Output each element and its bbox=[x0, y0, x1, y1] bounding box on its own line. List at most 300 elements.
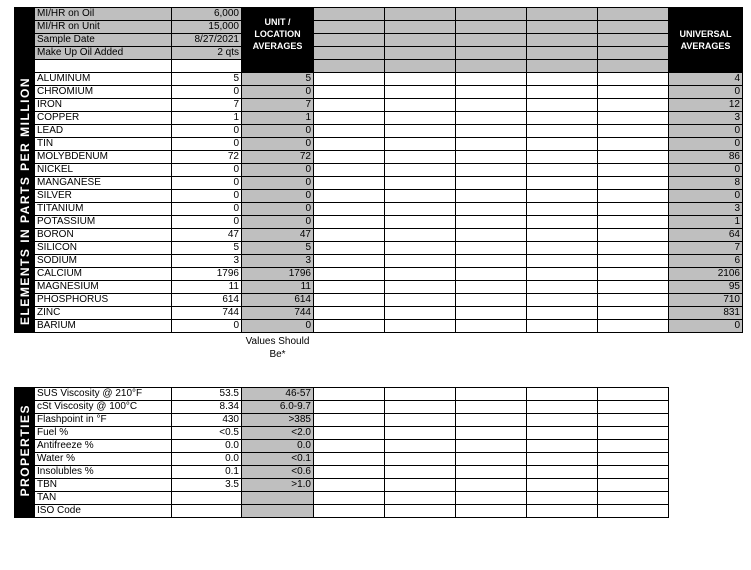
empty-cell bbox=[314, 47, 385, 60]
empty-cell bbox=[456, 203, 527, 216]
empty-cell bbox=[456, 86, 527, 99]
property-should-be: <0.1 bbox=[242, 453, 314, 466]
element-name: MANGANESE bbox=[35, 177, 172, 190]
empty-cell bbox=[314, 320, 385, 333]
property-should-be bbox=[242, 492, 314, 505]
empty-cell bbox=[598, 164, 669, 177]
empty-cell bbox=[385, 151, 456, 164]
empty-cell bbox=[314, 440, 385, 453]
element-value: 47 bbox=[172, 229, 242, 242]
element-name: ALUMINUM bbox=[35, 73, 172, 86]
empty-cell bbox=[598, 281, 669, 294]
element-name: SILVER bbox=[35, 190, 172, 203]
empty-cell bbox=[456, 294, 527, 307]
element-universal-average: 1 bbox=[669, 216, 743, 229]
empty-cell bbox=[527, 414, 598, 427]
empty-cell bbox=[385, 73, 456, 86]
empty-cell bbox=[527, 401, 598, 414]
empty-cell bbox=[314, 73, 385, 86]
property-row bbox=[15, 401, 669, 414]
element-unit-average: 7 bbox=[242, 99, 314, 112]
empty-cell bbox=[598, 388, 669, 401]
empty-cell bbox=[456, 229, 527, 242]
property-row bbox=[15, 427, 669, 440]
empty-cell bbox=[527, 229, 598, 242]
property-row bbox=[15, 414, 669, 427]
empty-cell bbox=[385, 34, 456, 47]
property-value: <0.5 bbox=[172, 427, 242, 440]
empty-cell bbox=[527, 203, 598, 216]
empty-cell bbox=[385, 229, 456, 242]
empty-cell bbox=[598, 21, 669, 34]
property-name: Antifreeze % bbox=[35, 440, 172, 453]
element-name: MOLYBDENUM bbox=[35, 151, 172, 164]
empty-cell bbox=[598, 466, 669, 479]
empty-cell bbox=[527, 294, 598, 307]
element-unit-average: 72 bbox=[242, 151, 314, 164]
empty-cell bbox=[456, 268, 527, 281]
blank-cell bbox=[456, 333, 527, 363]
element-unit-average: 0 bbox=[242, 86, 314, 99]
empty-cell bbox=[456, 73, 527, 86]
empty-cell bbox=[598, 125, 669, 138]
element-unit-average: 614 bbox=[242, 294, 314, 307]
meta-label: MI/HR on Oil bbox=[35, 8, 172, 21]
property-name: Flashpoint in °F bbox=[35, 414, 172, 427]
element-name: TIN bbox=[35, 138, 172, 151]
empty-cell bbox=[456, 151, 527, 164]
element-value: 0 bbox=[172, 138, 242, 151]
empty-cell bbox=[314, 453, 385, 466]
meta-value: 8/27/2021 bbox=[172, 34, 242, 47]
empty-cell bbox=[527, 307, 598, 320]
element-universal-average: 0 bbox=[669, 190, 743, 203]
empty-cell bbox=[385, 86, 456, 99]
element-name: CALCIUM bbox=[35, 268, 172, 281]
properties-side-label: PROPERTIES bbox=[17, 404, 32, 497]
element-value: 5 bbox=[172, 242, 242, 255]
element-name: PHOSPHORUS bbox=[35, 294, 172, 307]
blank-cell bbox=[35, 333, 172, 363]
element-value: 5 bbox=[172, 73, 242, 86]
empty-cell bbox=[385, 125, 456, 138]
empty-cell bbox=[456, 138, 527, 151]
element-row bbox=[15, 138, 743, 151]
empty-cell bbox=[527, 164, 598, 177]
empty-cell bbox=[385, 505, 456, 518]
empty-cell bbox=[314, 8, 385, 21]
element-universal-average: 6 bbox=[669, 255, 743, 268]
empty-cell bbox=[456, 216, 527, 229]
empty-cell bbox=[456, 60, 527, 73]
property-row bbox=[15, 440, 669, 453]
empty-cell bbox=[456, 427, 527, 440]
empty-cell bbox=[314, 505, 385, 518]
empty-cell bbox=[385, 414, 456, 427]
blank-cell bbox=[527, 333, 598, 363]
element-name: IRON bbox=[35, 99, 172, 112]
empty-cell bbox=[314, 125, 385, 138]
empty-cell bbox=[385, 216, 456, 229]
empty-cell bbox=[456, 492, 527, 505]
element-universal-average: 0 bbox=[669, 320, 743, 333]
element-row bbox=[15, 177, 743, 190]
empty-cell bbox=[527, 466, 598, 479]
element-row bbox=[15, 164, 743, 177]
blank-cell bbox=[598, 333, 669, 363]
element-universal-average: 86 bbox=[669, 151, 743, 164]
element-unit-average: 0 bbox=[242, 216, 314, 229]
empty-cell bbox=[314, 203, 385, 216]
elements-side-label-cell bbox=[15, 73, 35, 333]
meta-row bbox=[15, 8, 743, 21]
empty-cell bbox=[527, 73, 598, 86]
element-unit-average: 47 bbox=[242, 229, 314, 242]
empty-cell bbox=[314, 138, 385, 151]
empty-cell bbox=[385, 401, 456, 414]
empty-cell bbox=[385, 255, 456, 268]
empty-cell bbox=[314, 294, 385, 307]
property-should-be bbox=[242, 505, 314, 518]
empty-cell bbox=[598, 8, 669, 21]
empty-cell bbox=[598, 47, 669, 60]
element-name: LEAD bbox=[35, 125, 172, 138]
property-should-be: 46-57 bbox=[242, 388, 314, 401]
empty-cell bbox=[385, 8, 456, 21]
element-value: 0 bbox=[172, 177, 242, 190]
empty-cell bbox=[598, 307, 669, 320]
empty-cell bbox=[527, 60, 598, 73]
element-value: 614 bbox=[172, 294, 242, 307]
empty-cell bbox=[456, 440, 527, 453]
empty-cell bbox=[456, 307, 527, 320]
meta-row bbox=[15, 34, 743, 47]
empty-cell bbox=[385, 440, 456, 453]
element-name: TITANIUM bbox=[35, 203, 172, 216]
blank-cell bbox=[385, 333, 456, 363]
element-row bbox=[15, 242, 743, 255]
empty-cell bbox=[314, 466, 385, 479]
property-should-be: <0.6 bbox=[242, 466, 314, 479]
empty-cell bbox=[385, 479, 456, 492]
element-row bbox=[15, 281, 743, 294]
empty-cell bbox=[527, 242, 598, 255]
property-row bbox=[15, 453, 669, 466]
empty-cell bbox=[385, 21, 456, 34]
blank-cell bbox=[15, 333, 35, 363]
empty-cell bbox=[385, 164, 456, 177]
empty-cell bbox=[527, 255, 598, 268]
element-row bbox=[15, 125, 743, 138]
element-value: 0 bbox=[172, 190, 242, 203]
property-value: 0.0 bbox=[172, 453, 242, 466]
meta-row bbox=[15, 21, 743, 34]
empty-cell bbox=[527, 8, 598, 21]
element-row bbox=[15, 99, 743, 112]
empty-cell bbox=[598, 190, 669, 203]
empty-cell bbox=[456, 8, 527, 21]
element-unit-average: 5 bbox=[242, 73, 314, 86]
element-row bbox=[15, 190, 743, 203]
empty-cell bbox=[456, 177, 527, 190]
values-should-be-row bbox=[15, 333, 743, 363]
empty-cell bbox=[598, 60, 669, 73]
empty-cell bbox=[314, 34, 385, 47]
unit-location-averages-header bbox=[242, 8, 314, 60]
empty-cell bbox=[314, 99, 385, 112]
empty-cell bbox=[314, 151, 385, 164]
empty-cell bbox=[314, 21, 385, 34]
element-unit-average: 11 bbox=[242, 281, 314, 294]
element-value: 1796 bbox=[172, 268, 242, 281]
element-universal-average: 0 bbox=[669, 125, 743, 138]
element-universal-average: 3 bbox=[669, 112, 743, 125]
empty-cell bbox=[385, 307, 456, 320]
empty-cell bbox=[598, 255, 669, 268]
empty-cell bbox=[598, 177, 669, 190]
values-should-be-label: Values Should Be* bbox=[245, 335, 310, 360]
empty-cell bbox=[456, 47, 527, 60]
empty-cell bbox=[527, 281, 598, 294]
empty-cell bbox=[456, 255, 527, 268]
spacer-black bbox=[15, 60, 35, 73]
spacer-black bbox=[242, 60, 314, 73]
property-name: Water % bbox=[35, 453, 172, 466]
empty-cell bbox=[598, 492, 669, 505]
empty-cell bbox=[385, 281, 456, 294]
empty-cell bbox=[527, 216, 598, 229]
element-unit-average: 0 bbox=[242, 125, 314, 138]
element-name: NICKEL bbox=[35, 164, 172, 177]
element-universal-average: 831 bbox=[669, 307, 743, 320]
element-universal-average: 64 bbox=[669, 229, 743, 242]
element-name: SILICON bbox=[35, 242, 172, 255]
properties-side-label-cell bbox=[15, 388, 35, 518]
element-universal-average: 710 bbox=[669, 294, 743, 307]
element-name: COPPER bbox=[35, 112, 172, 125]
element-name: MAGNESIUM bbox=[35, 281, 172, 294]
element-unit-average: 5 bbox=[242, 242, 314, 255]
property-should-be: 6.0-9.7 bbox=[242, 401, 314, 414]
meta-value: 6,000 bbox=[172, 8, 242, 21]
empty-cell bbox=[456, 21, 527, 34]
element-value: 3 bbox=[172, 255, 242, 268]
empty-cell bbox=[456, 112, 527, 125]
element-unit-average: 0 bbox=[242, 320, 314, 333]
empty-cell bbox=[456, 320, 527, 333]
empty-cell bbox=[527, 492, 598, 505]
element-name: ZINC bbox=[35, 307, 172, 320]
element-row bbox=[15, 268, 743, 281]
elements-table bbox=[14, 7, 743, 363]
element-value: 0 bbox=[172, 216, 242, 229]
meta-row bbox=[15, 47, 743, 60]
empty-cell bbox=[598, 427, 669, 440]
empty-cell bbox=[598, 216, 669, 229]
empty-cell bbox=[385, 242, 456, 255]
element-row bbox=[15, 203, 743, 216]
empty-cell bbox=[385, 466, 456, 479]
element-row bbox=[15, 294, 743, 307]
empty-cell bbox=[385, 112, 456, 125]
property-value: 430 bbox=[172, 414, 242, 427]
element-unit-average: 0 bbox=[242, 203, 314, 216]
element-unit-average: 1796 bbox=[242, 268, 314, 281]
empty-cell bbox=[314, 255, 385, 268]
empty-cell bbox=[527, 177, 598, 190]
empty-cell bbox=[527, 505, 598, 518]
empty-cell bbox=[527, 125, 598, 138]
empty-cell bbox=[314, 281, 385, 294]
property-name: ISO Code bbox=[35, 505, 172, 518]
empty-cell bbox=[598, 479, 669, 492]
empty-cell bbox=[35, 60, 172, 73]
values-should-be-header bbox=[242, 333, 314, 363]
empty-cell bbox=[527, 320, 598, 333]
empty-cell bbox=[598, 440, 669, 453]
meta-value: 2 qts bbox=[172, 47, 242, 60]
empty-cell bbox=[314, 479, 385, 492]
empty-cell bbox=[314, 401, 385, 414]
empty-cell bbox=[598, 242, 669, 255]
empty-cell bbox=[598, 268, 669, 281]
property-value: 3.5 bbox=[172, 479, 242, 492]
element-row bbox=[15, 216, 743, 229]
empty-cell bbox=[598, 138, 669, 151]
empty-cell bbox=[456, 466, 527, 479]
empty-cell bbox=[385, 190, 456, 203]
element-value: 0 bbox=[172, 86, 242, 99]
property-value bbox=[172, 505, 242, 518]
element-name: BARIUM bbox=[35, 320, 172, 333]
element-value: 1 bbox=[172, 112, 242, 125]
property-should-be: 0.0 bbox=[242, 440, 314, 453]
property-should-be: >385 bbox=[242, 414, 314, 427]
empty-cell bbox=[385, 320, 456, 333]
spacer-row bbox=[15, 60, 743, 73]
property-should-be: >1.0 bbox=[242, 479, 314, 492]
property-name: TAN bbox=[35, 492, 172, 505]
unit-location-averages-label: UNIT / LOCATION AVERAGES bbox=[252, 16, 303, 51]
empty-cell bbox=[456, 401, 527, 414]
element-universal-average: 2106 bbox=[669, 268, 743, 281]
empty-cell bbox=[314, 190, 385, 203]
property-row bbox=[15, 505, 669, 518]
empty-cell bbox=[598, 112, 669, 125]
empty-cell bbox=[314, 414, 385, 427]
element-value: 744 bbox=[172, 307, 242, 320]
empty-cell bbox=[314, 216, 385, 229]
empty-cell bbox=[314, 229, 385, 242]
element-row bbox=[15, 151, 743, 164]
property-row bbox=[15, 492, 669, 505]
empty-cell bbox=[456, 414, 527, 427]
blank-cell bbox=[172, 333, 242, 363]
empty-cell bbox=[527, 388, 598, 401]
property-row bbox=[15, 479, 669, 492]
property-value: 0.0 bbox=[172, 440, 242, 453]
empty-cell bbox=[527, 86, 598, 99]
empty-cell bbox=[527, 151, 598, 164]
property-name: Fuel % bbox=[35, 427, 172, 440]
empty-cell bbox=[527, 479, 598, 492]
empty-cell bbox=[385, 138, 456, 151]
empty-cell bbox=[385, 268, 456, 281]
element-name: CHROMIUM bbox=[35, 86, 172, 99]
empty-cell bbox=[527, 21, 598, 34]
element-value: 0 bbox=[172, 203, 242, 216]
empty-cell bbox=[598, 294, 669, 307]
empty-cell bbox=[385, 60, 456, 73]
empty-cell bbox=[456, 34, 527, 47]
empty-cell bbox=[598, 505, 669, 518]
empty-cell bbox=[598, 414, 669, 427]
empty-cell bbox=[385, 177, 456, 190]
element-unit-average: 1 bbox=[242, 112, 314, 125]
property-name: cSt Viscosity @ 100°C bbox=[35, 401, 172, 414]
property-value bbox=[172, 492, 242, 505]
empty-cell bbox=[598, 34, 669, 47]
element-universal-average: 0 bbox=[669, 86, 743, 99]
element-value: 0 bbox=[172, 164, 242, 177]
empty-cell bbox=[598, 320, 669, 333]
empty-cell bbox=[456, 388, 527, 401]
empty-cell bbox=[314, 427, 385, 440]
empty-cell bbox=[385, 99, 456, 112]
empty-cell bbox=[314, 86, 385, 99]
empty-cell bbox=[172, 60, 242, 73]
empty-cell bbox=[385, 388, 456, 401]
empty-cell bbox=[456, 99, 527, 112]
element-universal-average: 3 bbox=[669, 203, 743, 216]
blank-cell bbox=[669, 333, 743, 363]
empty-cell bbox=[527, 190, 598, 203]
element-row bbox=[15, 320, 743, 333]
empty-cell bbox=[314, 60, 385, 73]
element-value: 7 bbox=[172, 99, 242, 112]
empty-cell bbox=[527, 47, 598, 60]
element-name: SODIUM bbox=[35, 255, 172, 268]
meta-label: MI/HR on Unit bbox=[35, 21, 172, 34]
empty-cell bbox=[598, 453, 669, 466]
meta-label: Make Up Oil Added bbox=[35, 47, 172, 60]
empty-cell bbox=[527, 34, 598, 47]
empty-cell bbox=[314, 492, 385, 505]
property-value: 53.5 bbox=[172, 388, 242, 401]
meta-label: Sample Date bbox=[35, 34, 172, 47]
empty-cell bbox=[314, 242, 385, 255]
empty-cell bbox=[527, 112, 598, 125]
empty-cell bbox=[527, 453, 598, 466]
empty-cell bbox=[314, 388, 385, 401]
empty-cell bbox=[385, 492, 456, 505]
meta-value: 15,000 bbox=[172, 21, 242, 34]
element-universal-average: 8 bbox=[669, 177, 743, 190]
empty-cell bbox=[527, 268, 598, 281]
element-unit-average: 0 bbox=[242, 164, 314, 177]
element-row bbox=[15, 229, 743, 242]
element-unit-average: 0 bbox=[242, 190, 314, 203]
element-unit-average: 0 bbox=[242, 138, 314, 151]
universal-averages-header bbox=[669, 8, 743, 73]
empty-cell bbox=[314, 307, 385, 320]
empty-cell bbox=[527, 138, 598, 151]
empty-cell bbox=[456, 242, 527, 255]
elements-side-label: ELEMENTS IN PARTS PER MILLION bbox=[17, 76, 32, 325]
element-universal-average: 0 bbox=[669, 138, 743, 151]
element-row bbox=[15, 255, 743, 268]
empty-cell bbox=[598, 151, 669, 164]
